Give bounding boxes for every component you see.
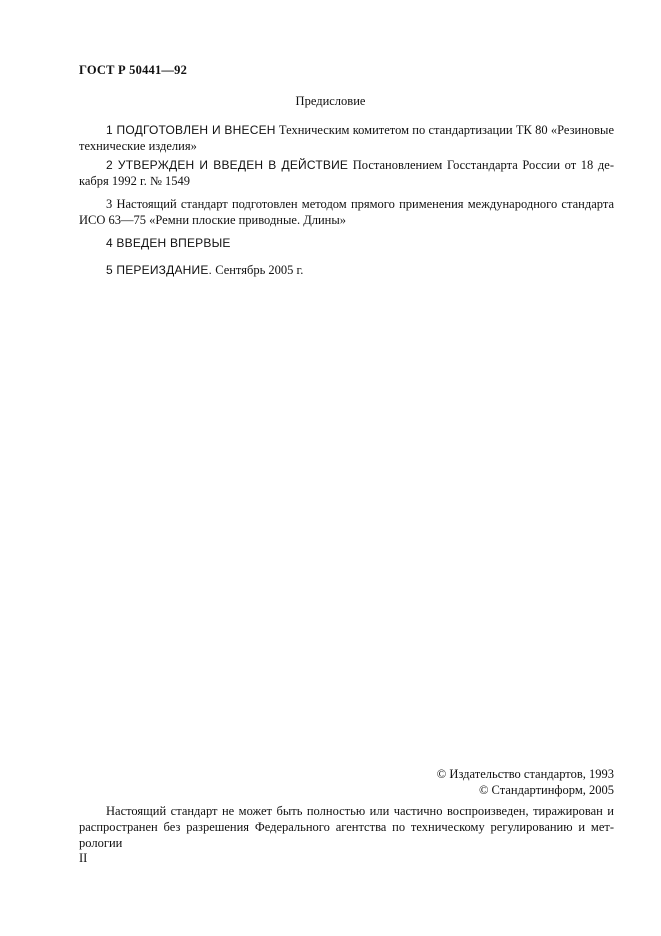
preface-item-2-text: Постановлением Госстандарта России от 18 де-кабря 1992 г. № 1549 — [79, 158, 614, 188]
preface-item-1-lead: 1 ПОДГОТОВЛЕН И ВНЕСЕН — [106, 123, 276, 137]
preface-item-3-text: 3 Настоящий стандарт подготовлен методом прямого применения международного стандарта ИСО 63—75 «Ремни плоские приводные. Длины» — [79, 197, 614, 227]
preface-item-2-lead: 2 УТВЕРЖДЕН И ВВЕДЕН В ДЕЙСТВИЕ — [106, 158, 349, 172]
preface-item-1 — [79, 122, 614, 154]
preface-title: Предисловие — [295, 94, 366, 108]
preface-item-1-text: Техническим комитетом по стандартизации ТК 80 «Резиновые технические изделия» — [79, 123, 614, 153]
page-number: II — [79, 851, 88, 865]
preface-item-5-lead: 5 ПЕРЕИЗДАНИЕ. — [106, 263, 213, 277]
legal-notice: Настоящий стандарт не может быть полностью или частично воспроизведен, тиражирован и распространен без разрешения Федерального агентства по техническому регулированию и мет-рологии — [79, 804, 614, 850]
copyright-line-1: © Издательство стандартов, 1993 — [436, 767, 614, 781]
preface-item-2 — [79, 157, 614, 189]
preface-item-5-text: Сентябрь 2005 г. — [212, 263, 304, 277]
standard-code: ГОСТ Р 50441—92 — [79, 63, 188, 77]
preface-item-5 — [79, 262, 614, 278]
preface-item-3 — [79, 196, 614, 228]
preface-item-4-lead: 4 ВВЕДЕН ВПЕРВЫЕ — [106, 236, 231, 250]
preface-item-4 — [79, 235, 614, 251]
copyright-line-2: © Стандартинформ, 2005 — [478, 783, 614, 797]
copyright-block — [437, 766, 614, 798]
